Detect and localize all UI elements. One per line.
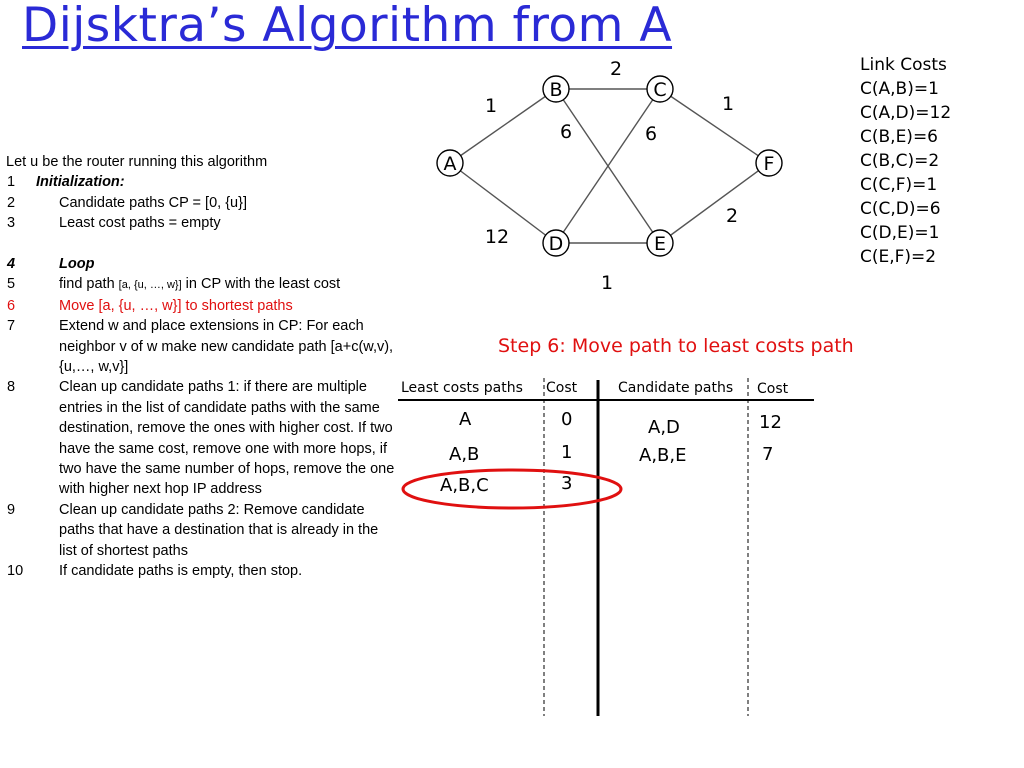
header-candidate-cost: Cost (757, 381, 789, 397)
header-least-cost: Cost (546, 380, 578, 396)
link-costs-heading: Link Costs (860, 55, 947, 75)
step-number: 10 (7, 563, 24, 580)
edge-a-b (450, 89, 556, 163)
link-cost-item: C(E,F)=2 (860, 247, 937, 267)
step-text: Clean up candidate paths 1: if there are multiple entries in the list of candidate paths with the same destination, remove the ones with higher cost. If two have the same cost, remove one with more hops, if two have the same number of hops, remove the one with higher next hop IP address (59, 379, 395, 498)
link-cost-item: C(A,D)=12 (860, 103, 952, 123)
least-cost-cell: 0 (561, 409, 573, 430)
cost-c-f: 1 (721, 93, 735, 115)
step-number: 6 (7, 297, 16, 314)
step-title: Step 6: Move path to least costs path (498, 335, 854, 357)
least-path-cell: A,B (449, 444, 480, 465)
node-e-label: E (653, 233, 667, 255)
link-costs-list (860, 53, 951, 269)
candidate-cost-cell: 12 (759, 412, 782, 433)
header-candidate-paths: Candidate paths (618, 380, 734, 396)
step-number: 9 (7, 501, 16, 518)
step-number: 5 (7, 276, 16, 293)
step-text: Initialization: (36, 174, 125, 191)
step-text: If candidate paths is empty, then stop. (59, 563, 303, 580)
algorithm-step (6, 377, 396, 499)
edge-c-f (660, 89, 769, 163)
step-number: 3 (7, 215, 16, 232)
link-cost-item: C(C,F)=1 (860, 175, 938, 195)
step-text: Least cost paths = empty (59, 215, 221, 232)
step-text-part: in CP with the least cost (181, 276, 341, 293)
algorithm-step (6, 172, 396, 192)
step-number: 8 (7, 379, 16, 396)
link-cost-item: C(D,E)=1 (860, 223, 940, 243)
algorithm-step (6, 254, 396, 274)
least-path-cell: A (459, 409, 472, 430)
cost-b-c: 2 (609, 58, 623, 80)
page-title: Dijsktra’s Algorithm from A (22, 0, 673, 53)
least-cost-cell: 3 (561, 473, 573, 494)
step-number: 2 (7, 194, 16, 211)
node-f-label: F (763, 153, 775, 175)
step-text: Move [a, {u, …, w}] to shortest paths (59, 297, 293, 314)
cost-b-e: 6 (559, 121, 573, 143)
algorithm-step (6, 213, 396, 233)
link-cost-item: C(C,D)=6 (860, 199, 941, 219)
cost-d-e: 1 (600, 272, 614, 294)
algorithm-step (6, 561, 396, 581)
algorithm-step (6, 500, 396, 561)
step-text: Candidate paths CP = [0, {u}] (59, 194, 247, 211)
step-number: 1 (7, 174, 16, 191)
least-path-cell: A,B,C (440, 475, 489, 496)
cost-c-d: 6 (644, 123, 658, 145)
node-a-label: A (443, 153, 457, 175)
step-number: 7 (7, 318, 16, 335)
step-text-small: [a, {u, …, w}] (118, 279, 182, 292)
edge-e-f (660, 163, 769, 243)
node-b-label: B (549, 79, 563, 101)
link-cost-item: C(A,B)=1 (860, 79, 939, 99)
step-text: Extend w and place extensions in CP: For each neighbor v of w make new candidate path [a+c(w,v), {u,…, w,v}] (59, 318, 394, 376)
highlight-ellipse (403, 470, 621, 508)
step-text: Clean up candidate paths 2: Remove candidate paths that have a destination that is already in the list of shortest paths (59, 501, 379, 559)
cost-e-f: 2 (725, 205, 739, 227)
link-cost-item: C(B,E)=6 (860, 127, 939, 147)
algorithm-intro: Let u be the router running this algorithm (6, 154, 268, 170)
step-text (59, 274, 396, 295)
candidate-cost-cell: 7 (762, 444, 774, 465)
link-cost-item: C(B,C)=2 (860, 151, 940, 171)
candidate-path-cell: A,D (648, 417, 680, 438)
algorithm-step (6, 274, 396, 295)
header-least-costs-paths: Least costs paths (401, 380, 523, 396)
node-c-label: C (653, 79, 667, 101)
cost-a-b: 1 (484, 95, 498, 117)
step-text: Loop (59, 256, 95, 273)
cost-a-d: 12 (484, 226, 510, 248)
candidate-path-cell: A,B,E (639, 445, 687, 466)
algorithm-step (6, 193, 396, 213)
node-d-label: D (548, 233, 564, 255)
least-cost-cell: 1 (561, 442, 573, 463)
algorithm-step (6, 316, 396, 377)
algorithm-steps (6, 152, 396, 582)
algorithm-step-current (6, 296, 396, 316)
step-text-part: find path (59, 276, 119, 293)
step-number: 4 (7, 256, 16, 273)
